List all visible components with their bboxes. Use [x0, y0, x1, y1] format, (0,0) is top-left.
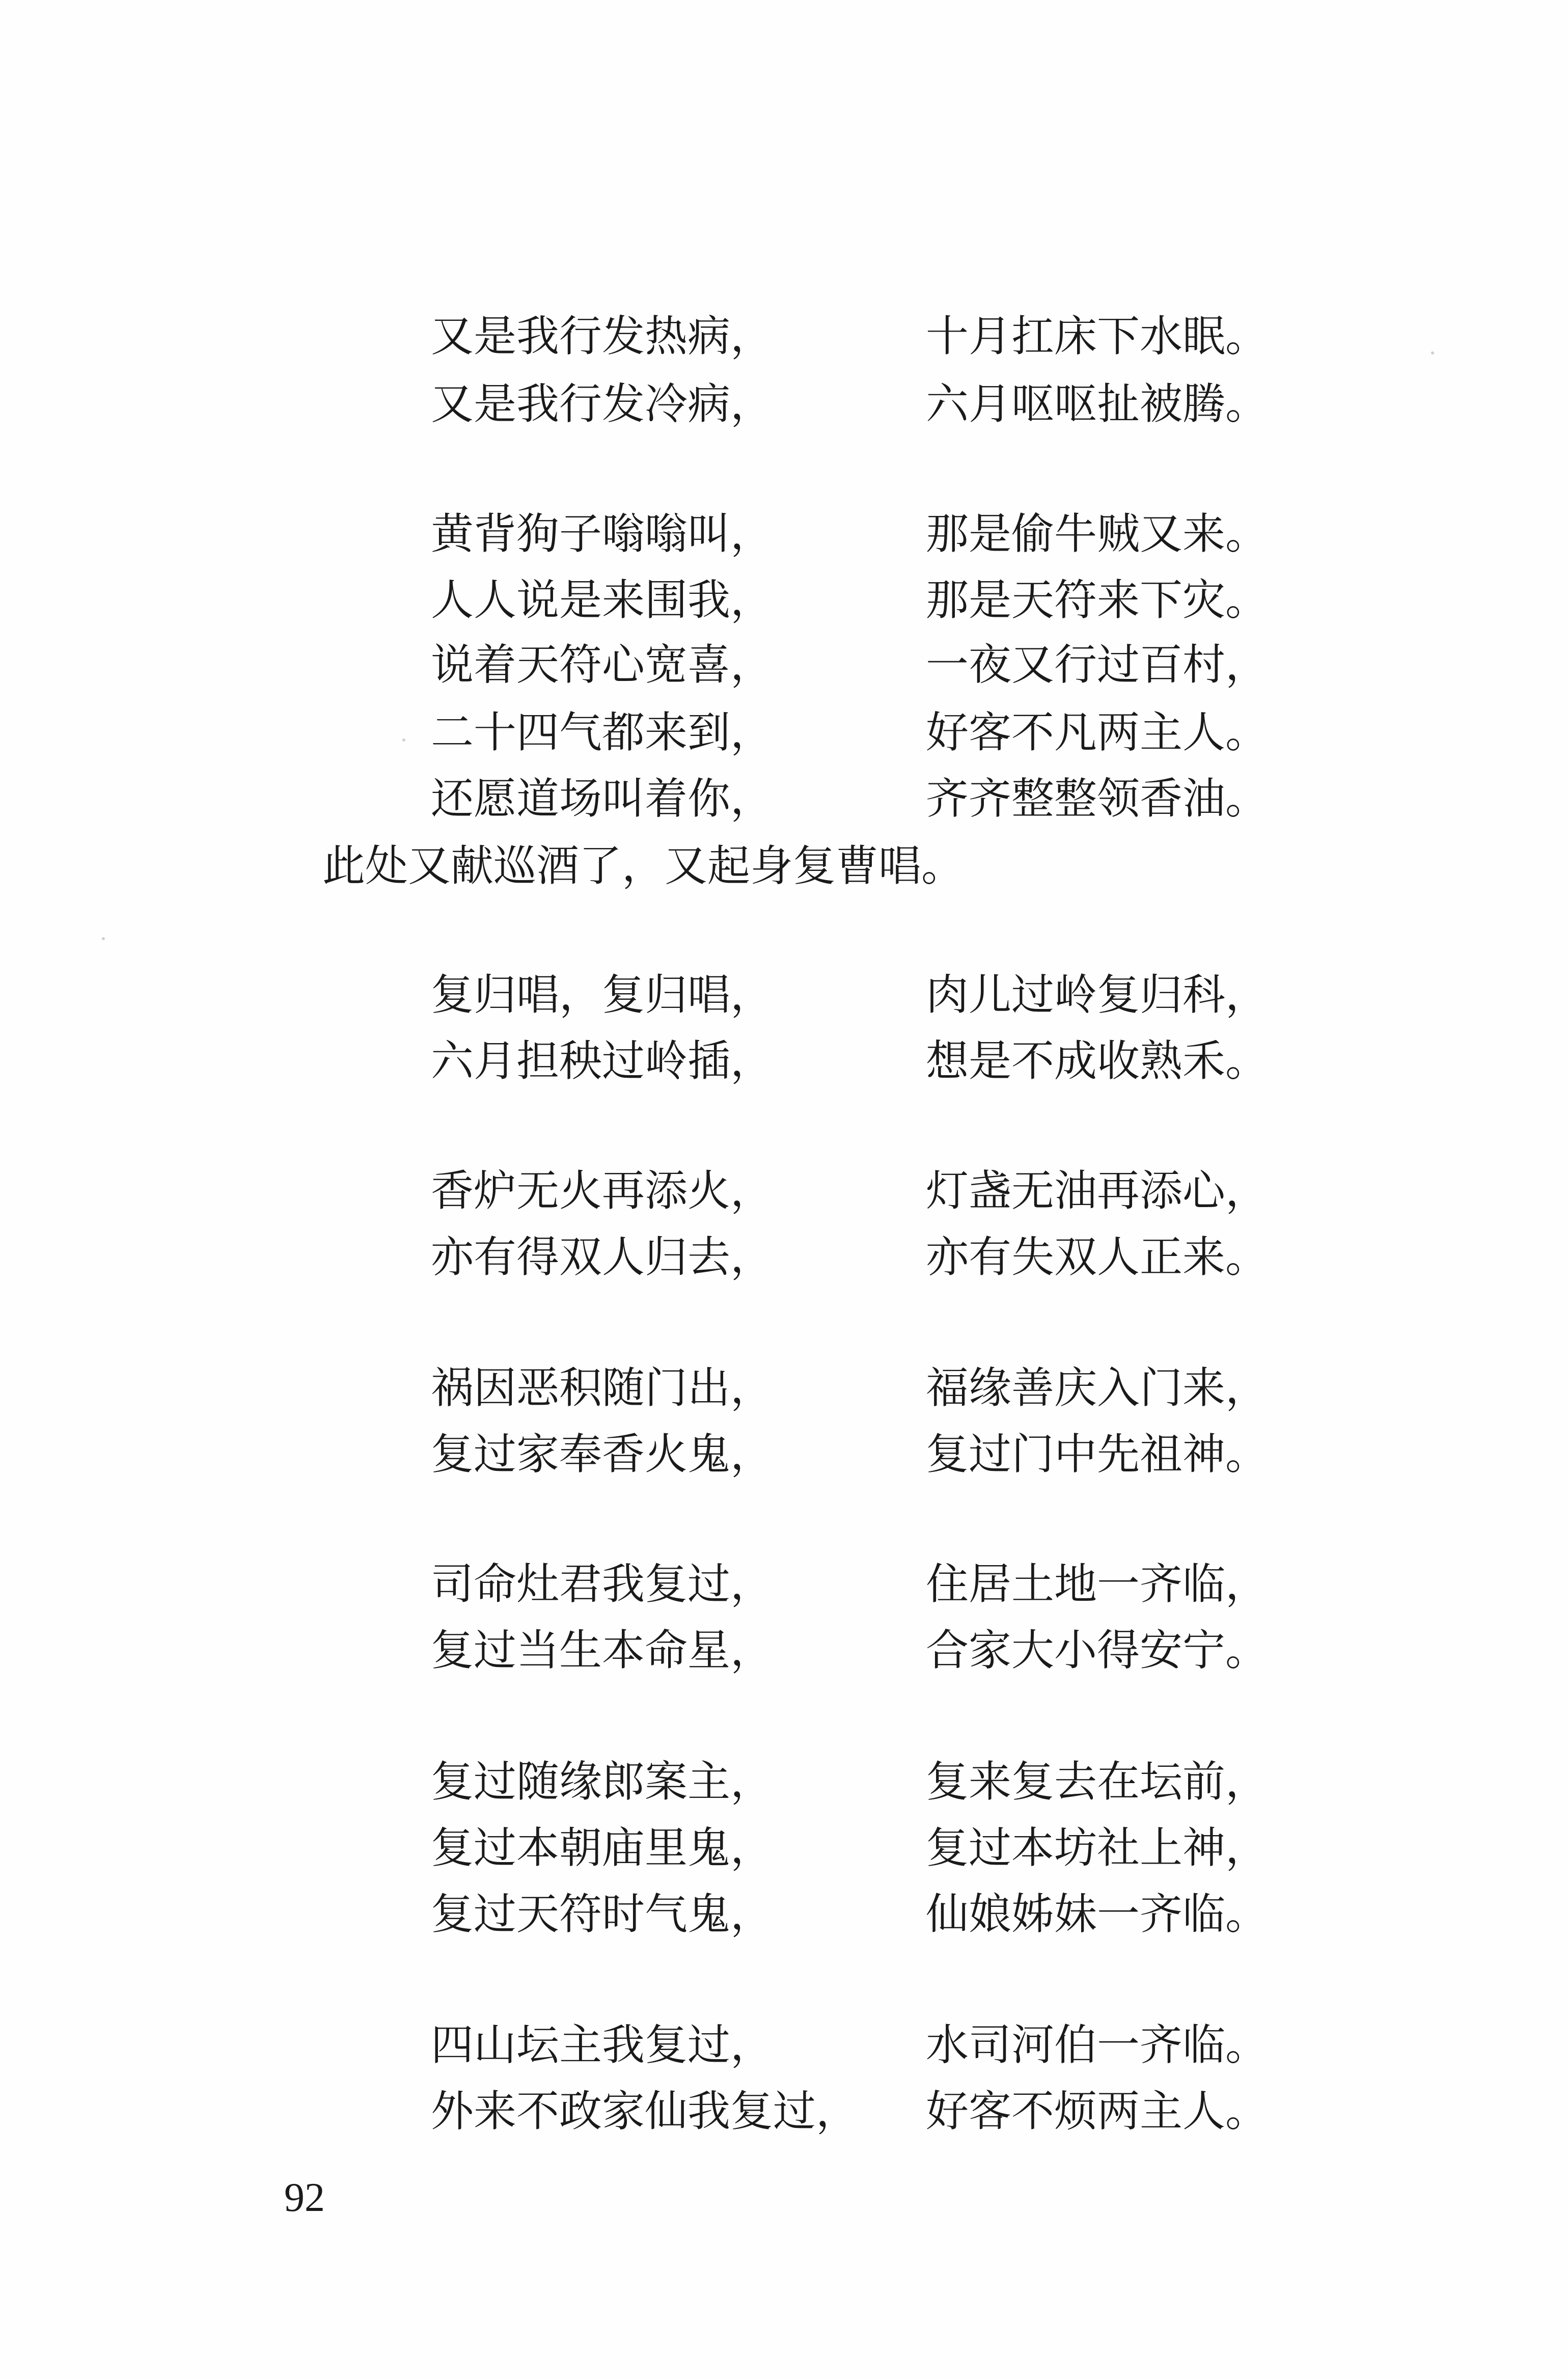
verse-line-right: 福缘善庆入门来， [926, 1363, 1269, 1413]
verse-line-left: 复过当生本命星， [431, 1625, 774, 1675]
prose-instruction: 此处又献巡酒了，又起身复曹唱。 [322, 841, 965, 891]
verse-line-left: 黄背狗子嗡嗡叫， [431, 509, 774, 559]
verse-line-left: 复过天符时气鬼， [431, 1889, 774, 1939]
verse-line-right: 复过本坊社上神， [926, 1823, 1269, 1873]
verse-line-right: 十月扛床下水眠。 [926, 311, 1269, 361]
verse-line-left: 又是我行发热病， [431, 311, 774, 361]
verse-line-right: 复过门中先祖神。 [926, 1429, 1269, 1479]
verse-line-right: 仙娘姊妹一齐临。 [926, 1889, 1269, 1939]
scan-speck [1431, 351, 1434, 354]
verse-line-left: 二十四气都来到， [431, 707, 774, 757]
verse-line-left: 复归唱，复归唱， [431, 970, 774, 1020]
verse-line-left: 复过随缘郎案主， [431, 1757, 774, 1807]
verse-line-right: 合家大小得安宁。 [926, 1625, 1269, 1675]
verse-line-left: 四山坛主我复过， [431, 2020, 774, 2070]
verse-line-left: 司命灶君我复过， [431, 1559, 774, 1609]
verse-line-left: 复过本朝庙里鬼， [431, 1823, 774, 1873]
verse-line-right: 灯盏无油再添心， [926, 1166, 1269, 1216]
verse-line-right: 好客不凡两主人。 [926, 707, 1269, 757]
scan-speck [402, 739, 405, 742]
verse-line-left: 祸因恶积随门出， [431, 1363, 774, 1413]
verse-line-right: 水司河伯一齐临。 [926, 2020, 1269, 2070]
verse-line-left: 六月担秧过岭插， [431, 1036, 774, 1086]
verse-line-right: 那是天符来下灾。 [926, 575, 1269, 625]
page-number: 92 [284, 2175, 325, 2220]
verse-line-right: 一夜又行过百村， [926, 640, 1269, 690]
verse-line-right: 六月呕呕扯被腾。 [926, 379, 1269, 429]
verse-line-left: 复过家奉香火鬼， [431, 1429, 774, 1479]
verse-line-left: 说着天符心宽喜， [431, 640, 774, 690]
verse-line-right: 好客不烦两主人。 [926, 2086, 1269, 2136]
verse-line-left: 又是我行发冷病， [431, 379, 774, 429]
verse-line-right: 肉儿过岭复归科， [926, 970, 1269, 1020]
verse-line-right: 复来复去在坛前， [926, 1757, 1269, 1807]
verse-line-right: 齐齐整整领香油。 [926, 774, 1269, 824]
verse-line-right: 那是偷牛贼又来。 [926, 509, 1269, 559]
verse-line-left: 人人说是来围我， [431, 575, 774, 625]
verse-line-left: 外来不政家仙我复过， [431, 2086, 859, 2136]
verse-line-right: 亦有失双人正来。 [926, 1232, 1269, 1282]
verse-line-right: 想是不成收熟禾。 [926, 1036, 1269, 1086]
verse-line-right: 住居土地一齐临， [926, 1559, 1269, 1609]
verse-line-left: 香炉无火再添火， [431, 1166, 774, 1216]
verse-line-left: 还愿道场叫着你， [431, 774, 774, 824]
scan-speck [102, 937, 105, 940]
verse-line-left: 亦有得双人归去， [431, 1232, 774, 1282]
